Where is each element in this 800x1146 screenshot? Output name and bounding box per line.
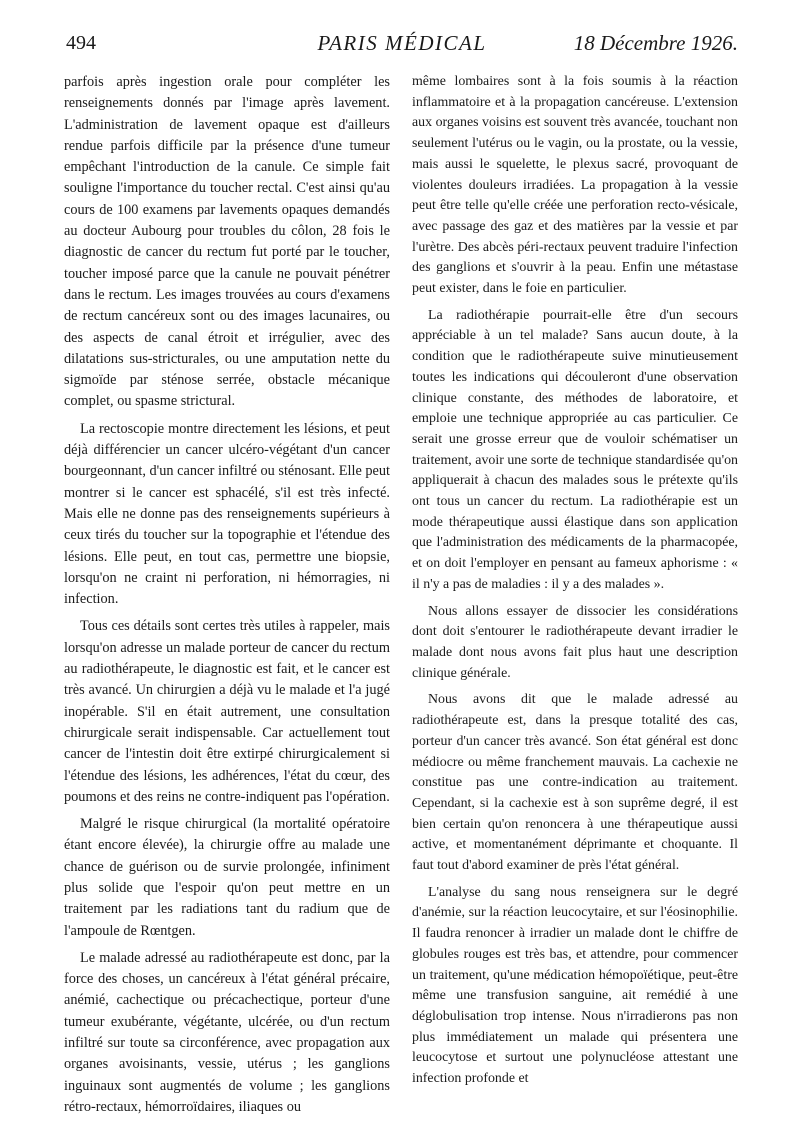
paragraph: Nous allons essayer de dissocier les considérations dont doit s'entourer le radiothérapeute devant irradier le malade dont nous avons fait plus haut une description clinique générale. <box>412 603 738 681</box>
paragraph: Malgré le risque chirurgical (la mortalité opératoire étant encore élevée), la chirurgie offre au malade une chance de guérison ou de survie prolongée, infiniment plus solide que l'espoir qu'on peut mettre en un traitement par les radiations tant du radium que de l'ampoule de Rœntgen. <box>64 816 390 939</box>
paragraph: La rectoscopie montre directement les lésions, et peut déjà différencier un cancer ulcéro-végétant d'un cancer bourgeonnant, d'un cancer infiltré ou sténosant. Elle peut montrer si le cancer est sphacélé, s'il est très infecté. Mais elle ne donne pas des renseignements supérieurs à ceux tirés du toucher sur la topographie et l'étendue des lésions. Elle peut, en tout cas, permettre une biopsie, lorsqu'on ne craint ni perforation, ni hémorragies, ni infection. <box>64 420 390 608</box>
paragraph: même lombaires sont à la fois soumis à la réaction inflammatoire et à la propagation cancéreuse. L'extension aux organes voisins est souvent très avancée, touchant non seulement l'utérus ou le vagin, ou la prostate, ou la vessie, mais aussi le squelette, le plexus sacré, provoquant de violentes douleurs irradiées. La propagation à la vessie peut être telle qu'elle créée une perforation recto-vésicale, avec passage des gaz et des matières par la vessie et par l'urètre. Des abcès péri-rectaux peuvent traduire l'infection des ganglions et s'ouvrir à la peau. Enfin une métastase peut exister, dans le foie en particulier. <box>412 74 738 297</box>
page-header <box>66 28 738 58</box>
right-column <box>412 72 738 1096</box>
paragraph: L'analyse du sang nous renseignera sur le degré d'anémie, sur la réaction leucocytaire, et sur l'éosinophilie. Il faudra renoncer à irradier un malade dont le chiffre de globules rouges est très bas, et attendre, pour commencer un traitement, qu'une médication hémopoïétique, peut-être même une transfusion sanguine, ait remédié à une déglobulisation trop intense. Nous n'irradierons pas non plus immédiatement un malade qui présentera une leucocytose et surtout une polynucléose attestant une infection profonde et <box>412 884 738 1087</box>
paragraph: Le malade adressé au radiothérapeute est donc, par la force des choses, un cancéreux à l'état général précaire, anémié, cachectique ou précachectique, porteur d'une tumeur exubérante, végétante, ulcérée, ou d'un rectum infiltré sur toute sa circonférence, avec propagation aux organes avoisinants, vessie, utérus ; les ganglions inguinaux sont augmentés de volume ; les ganglions rétro-rectaux, hémorroïdaires, iliaques ou <box>64 949 390 1115</box>
running-title: PARIS MÉDICAL <box>317 31 487 55</box>
paragraph: La radiothérapie pourrait-elle être d'un secours appréciable à un tel malade? Sans aucun doute, à la condition que le radiothérapeute suive minutieusement toutes les indications qui découleront d'une observation clinique constante, des méthodes de laboratoire, et emploie une technique appropriée au cas particulier. Ce serait une grosse erreur que de vouloir schématiser un traitement, avoir une sorte de technique standardisée qu'on appliquerait à chacun des malades sous le prétexte qu'ils ont tous un cancer du rectum. La radiothérapie est un mode thérapeutique aussi élastique dans son application que l'administration des médicaments de la pharmacopée, et on doit l'employer en pensant au fameux aphorisme : « il n'y a pas de maladies : il y a des malades ». <box>412 307 738 592</box>
page-number: 494 <box>66 32 96 54</box>
paragraph: Tous ces détails sont certes très utiles à rappeler, mais lorsqu'on adresse un malade porteur de cancer du rectum au radiothérapeute, le diagnostic est fait, et le cancer est très avancé. Un chirurgien a déjà vu le malade et l'a jugé inopérable. S'il en était autrement, une consultation chirurgicale serait indispensable. Car actuellement tout cancer de l'intestin doit être extirpé chirurgicalement si l'étendue des lésions, les adhérences, l'état du cœur, des poumons et des reins ne contre-indiquent pas l'opération. <box>64 618 390 805</box>
paragraph: parfois après ingestion orale pour compléter les renseignements donnés par l'image après lavement. L'administration de lavement opaque est d'ailleurs rendue parfois difficile par la présence d'une tumeur empêchant l'introduction de la canule. Ce simple fait souligne l'importance du toucher rectal. C'est ainsi qu'au cours de 100 examens par lavements opaques demandés au docteur Aubourg pour troubles du côlon, 28 fois le diagnostic de cancer du rectum fut porté par le toucher, toucher imposé parce que la canule ne pouvait pénétrer dans le rectum. Les images trouvées au cours d'examens de rectum cancéreux sont ou des images lacunaires, ou des aspects de canal étroit et irrégulier, avec des dilatations sus-stricturales, ou une amputation nette du sigmoïde par sténose serrée, obstacle mécanique complet, ou spasme strictural. <box>64 74 390 410</box>
left-column <box>64 72 390 1124</box>
paragraph: Nous avons dit que le malade adressé au radiothérapeute est, dans la presque totalité des cas, porteur d'un cancer très avancé. Son état général est donc médiocre ou même franchement mauvais. La cachexie ne constitue pas une contre-indication au traitement. Cependant, si la cachexie est à son suprême degré, il est bien certain qu'on renoncera à une thérapeutique aussi active, et momentanément déprimante et choquante. Il faut tout d'abord examiner de près l'état général. <box>412 692 738 874</box>
issue-date: 18 Décembre 1926. <box>573 31 738 55</box>
